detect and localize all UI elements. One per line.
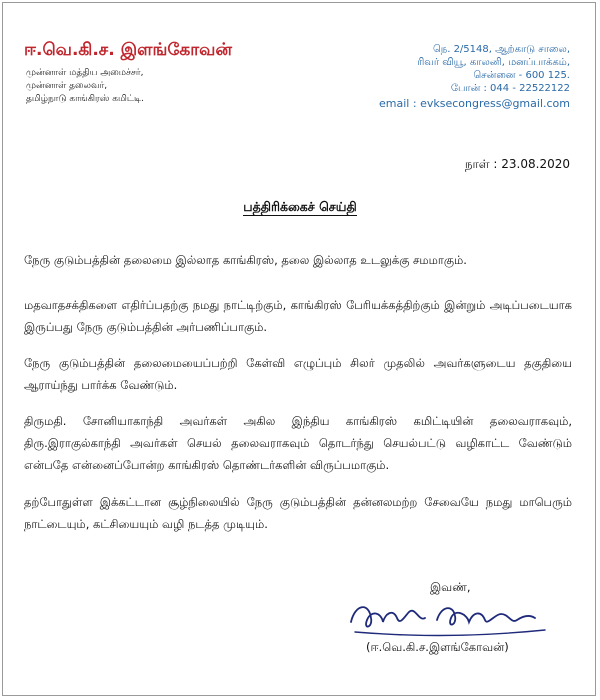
- phone-line: போன் : 044 - 22522122: [450, 83, 570, 94]
- press-release-heading: [0, 199, 600, 216]
- paragraph-4: திருமதி. சோனியாகாந்தி அவர்கள் அகில இந்திய காங்கிரஸ் கமிட்டியின் தலைவராகவும், திரு.இராகுல்காந்தி அவர்கள் செயல் தலைவராகவும் தொடர்ந்து செயல்பட்டு வழிகாட்ட வேண்டும் என்பதே என்னைப்போன்ற காங்கிரஸ் தொண்டர்களின் விருப்பமாகும்.: [24, 414, 572, 472]
- signer-name: (ஈ.வெ.கி.ச.இளங்கோவன்): [366, 640, 509, 654]
- sender-title-3: தமிழ்நாடு காங்கிரஸ் கமிட்டி.: [26, 94, 145, 104]
- paragraph-2: மதவாதசக்திகளை எதிர்ப்பதற்கு நமது நாட்டிற்கும், காங்கிரஸ் பேரியக்கத்திற்கும் இன்றும் அடிப்படையாக இருப்பது நேரு குடும்பத்தின் அர்பணிப்பாகும்.: [24, 298, 572, 334]
- paragraph-5: தற்போதுள்ள இக்கட்டான சூழ்நிலையில் நேரு குடும்பத்தின் தன்னலமற்ற சேவையே நமது மாபெரும் நாட்டையும், கட்சியையும் வழி நடத்த முடியும்.: [24, 495, 572, 531]
- address-line-2: ரிவர் வியூ, காலனி, மனப்பாக்கம்,: [417, 57, 570, 68]
- sender-name: ஈ.வெ.கி.ச. இளங்கோவன்: [24, 40, 232, 60]
- address-line-3: சென்னை - 600 125.: [473, 70, 570, 81]
- letter-date: நாள் : 23.08.2020: [464, 157, 570, 171]
- address-line-1: நெ. 2/5148, ஆற்காடு சாலை,: [433, 44, 570, 55]
- paragraph-1: நேரு குடும்பத்தின் தலைமை இல்லாத காங்கிரஸ், தலை இல்லாத உடலுக்கு சமமாகும்.: [24, 253, 467, 267]
- handwritten-signature: [345, 592, 565, 642]
- email-line: email : evksecongress@gmail.com: [379, 97, 570, 110]
- closing-salutation: இவண்,: [430, 580, 471, 594]
- heading-text: பத்திரிக்கைச் செய்தி: [243, 199, 357, 214]
- sender-title-1: முன்னாள் மத்திய அமைச்சர்,: [26, 68, 144, 78]
- sender-title-2: முன்னாள் தலைவர்,: [26, 81, 108, 91]
- paragraph-3: நேரு குடும்பத்தின் தலைமையைப்பற்றி கேள்வி எழுப்பும் சிலர் முதலில் அவர்களுடைய தகுதியை ஆராய்ந்து பார்க்க வேண்டும்.: [24, 356, 572, 392]
